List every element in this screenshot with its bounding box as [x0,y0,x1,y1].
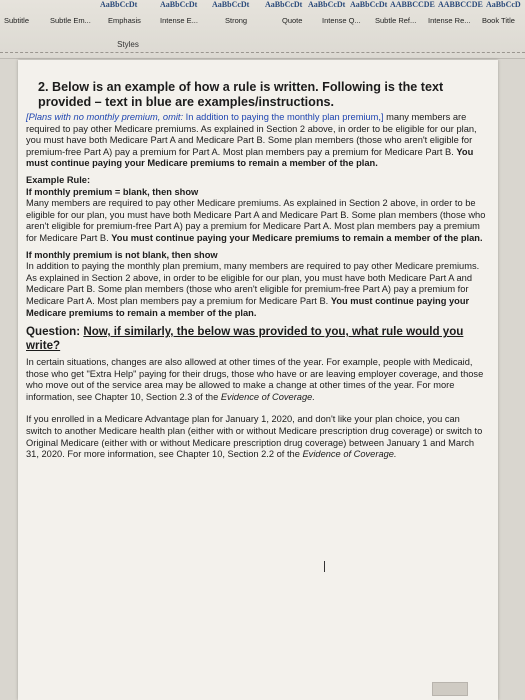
rule1-bold: You must continue paying your Medicare premiums to remain a member of the plan. [111,232,483,243]
rule2-text: In addition to paying the monthly plan premium, many members are required to pay other Medicare premiums. As explained in Section 2 above, in order to be eligible for our plan, you must have both Medicare Part A and Medicare Part B. Some plan members (those who aren't eligible for premium-free Part A) pay a premium for Medicare Part A. Most plan members pay a premium for Medicare Part B. [26,261,480,306]
para1-italic: Evidence of Coverage. [220,391,315,402]
style-preview: AaBbCcDt [160,0,198,9]
intro-bold: You must continue paying your Medicare premiums to remain a member of the plan. [26,146,474,169]
para2-text: If you enrolled in a Medicare Advantage plan for January 1, 2020, and don't like your plan choice, you can switch to another Medicare health plan (either with or without Medicare prescription drug coverage) or switch to Original Medicare (either with or without Medicare prescription drug coverage) between January 1 and March 31, 2020. For more information, see Chapter 10, Section 2.2 of the [26,414,483,460]
style-quote[interactable]: Quote [282,16,303,25]
ribbon-divider [0,52,525,53]
style-preview: AaBbCcDt [212,0,250,9]
section-heading: 2. Below is an example of how a rule is written. Following is the text provided – text in blue are examples/instructions. [38,80,444,109]
style-preview: AaBbCcD [486,0,521,9]
style-preview: AaBbCcDt [308,0,346,9]
instruction-text: In addition to paying the monthly plan premium,] [183,112,384,122]
situation-paragraph-1 [26,357,488,403]
style-emphasis[interactable]: Emphasis [108,16,141,25]
question-prefix: Question: [26,325,84,339]
styles-group-label: Styles [117,40,139,49]
para1-text: In certain situations, changes are also allowed at other times of the year. For example, people with Medicaid, those who get "Extra Help" paying for their drugs, those who have or are leaving employer coverage, and those who move out of the service area may be allowed to make a change at other times of the year. For more information, see Chapter 10, Section 2.3 of the [26,357,484,402]
style-preview: AaBbCcDt [100,0,138,9]
para2-italic: Evidence of Coverage. [302,449,397,460]
question-heading [26,325,488,353]
scroll-thumb[interactable] [432,682,468,696]
document-page[interactable] [18,60,498,700]
rule2-bold: You must continue paying your Medicare premiums to remain a member of the plan. [26,295,470,318]
question-text: Now, if similarly, the below was provided to you, what rule would you write? [26,325,464,353]
style-intense-quote[interactable]: Intense Q... [322,16,361,25]
style-subtitle[interactable]: Subtitle [4,16,30,25]
style-subtle-reference[interactable]: Subtle Ref... [375,16,417,25]
rule1-condition: If monthly premium = blank, then show [26,186,199,197]
rule1-text: Many members are required to pay other Medicare premiums. As explained in Section 2 above, in order to be eligible for our plan, you must have both Medicare Part A and Medicare Part B. Some plan members (those who aren't eligible for premium-free Part A) pay a premium for Medicare Part A. Most plan members pay a premium for Medicare Part B. [26,198,486,243]
rule2-paragraph [26,261,488,319]
style-preview: AABBCCDE [390,0,435,9]
style-subtle-emphasis[interactable]: Subtle Em... [50,16,91,25]
style-preview: AaBbCcDt [265,0,303,9]
rule1-paragraph [26,198,488,244]
intro-text: many members are required to pay other Medicare premiums. As explained in Section 2 above, in order to be eligible for our plan, you must have both Medicare Part A and Medicare Part B. Some plan members (those who aren't eligible for premium-free Part A) pay a premium for Part A. Most plan members pay a premium for Medicare Part B. [26,112,477,157]
style-preview: AABBCCDE [438,0,483,9]
styles-ribbon [0,0,525,59]
style-book-title[interactable]: Book Title [482,16,515,25]
style-preview-row [0,0,525,10]
style-intense-reference[interactable]: Intense Re... [428,16,471,25]
rule2-condition: If monthly premium is not blank, then show [26,249,218,260]
situation-paragraph-2 [26,414,488,460]
example-rule-label: Example Rule: [26,174,91,185]
instruction-italic: [Plans with no monthly premium, omit: [26,112,184,122]
instruction-paragraph [26,112,488,170]
document-body[interactable] [26,80,488,465]
style-strong[interactable]: Strong [225,16,248,25]
style-preview: AaBbCcDt [350,0,388,9]
text-cursor [324,561,325,572]
style-intense-emphasis[interactable]: Intense E... [160,16,198,25]
